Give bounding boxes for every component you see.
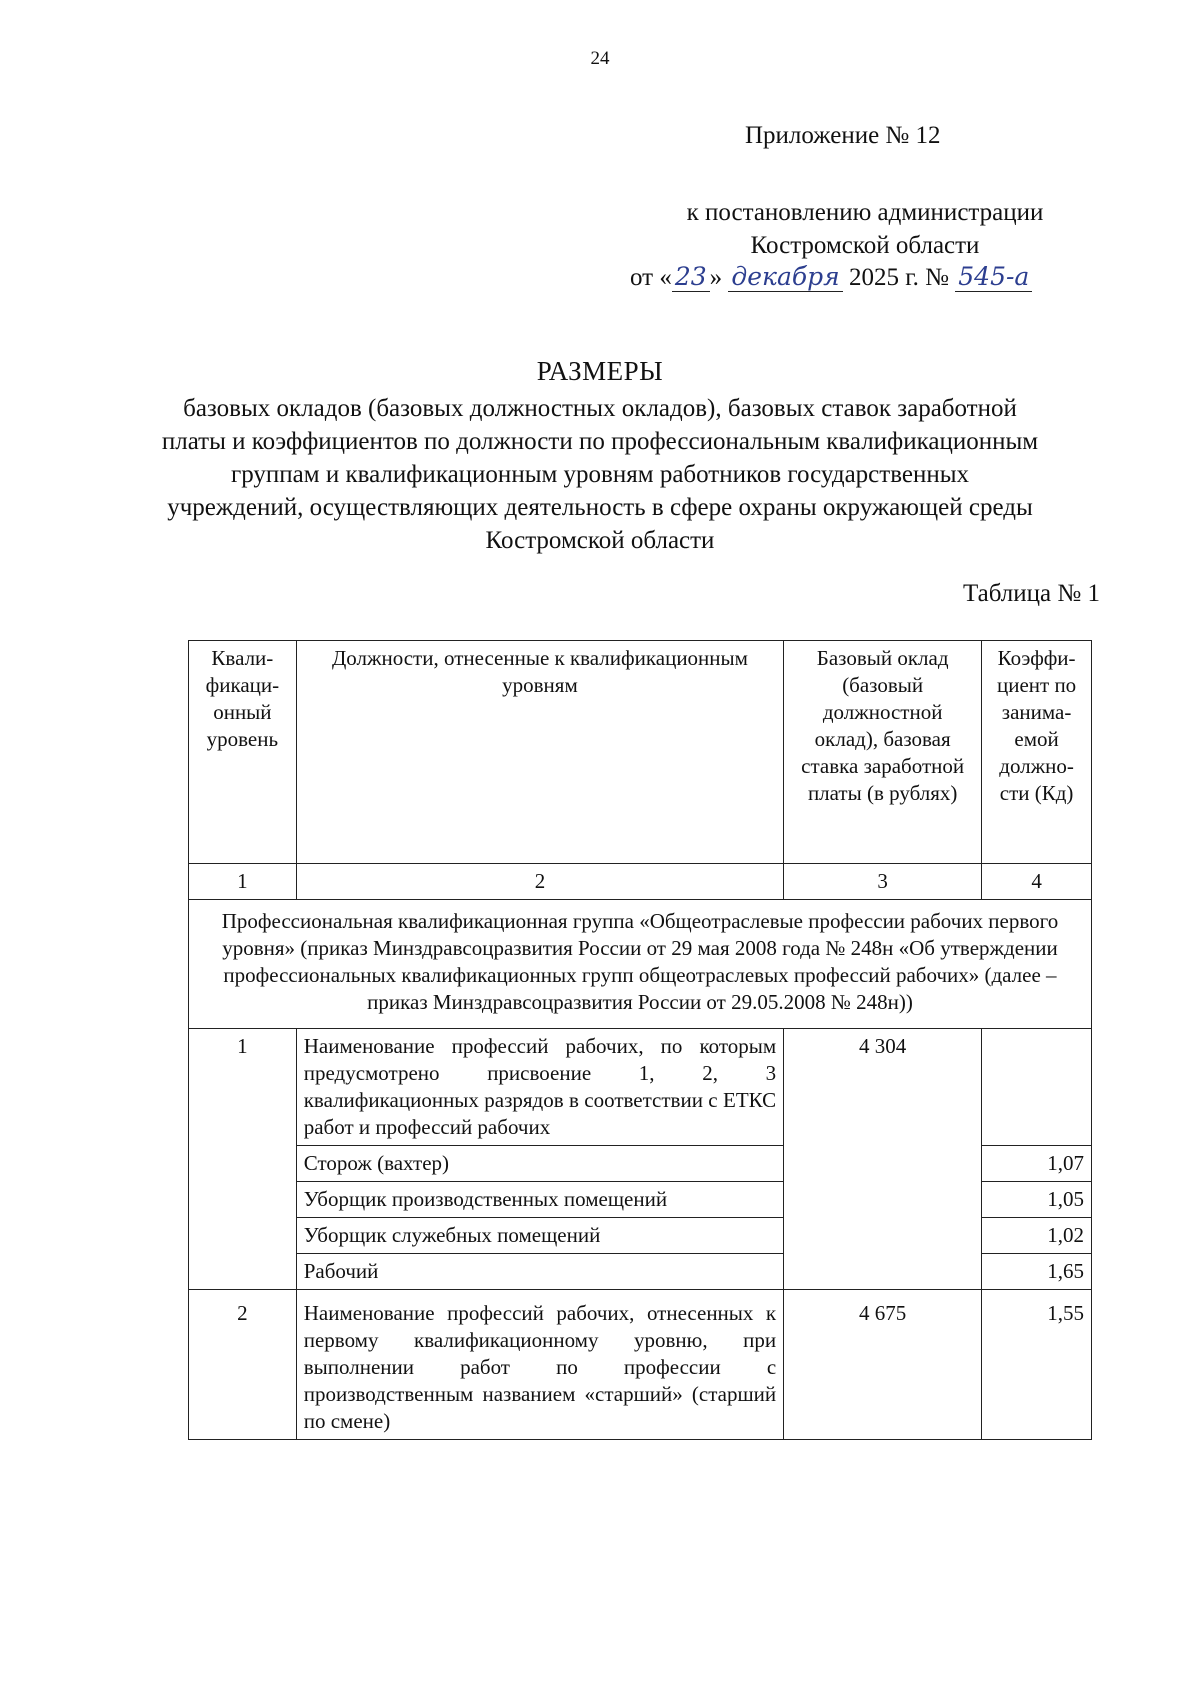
level-1-coef-4: 1,65 (982, 1254, 1092, 1290)
column-number-4: 4 (982, 864, 1092, 900)
level-2-cell: 2 (189, 1290, 297, 1440)
group-row (189, 900, 1092, 1029)
table-header-row (189, 641, 1092, 864)
decree-line-2: Костромской области (750, 232, 980, 259)
level-2-salary: 4 675 (784, 1290, 982, 1440)
document-title: РАЗМЕРЫ (536, 356, 664, 386)
level-1-position-1: Сторож (вахтер) (296, 1146, 783, 1182)
level-1-position-4: Рабочий (296, 1254, 783, 1290)
document-subtitle: базовых окладов (базовых должностных окладов), базовых ставок заработной платы и коэффициентов по должности по профессиональным квалификационным группам и квалификационным уровням работников государственных учреждений, осуществляющих деятельность в сфере охраны окружающей среды Костромской области (161, 395, 1039, 554)
decree-line-1: к постановлению администрации (686, 199, 1044, 226)
level-2-coef: 1,55 (982, 1290, 1092, 1440)
level-1-coef-0 (982, 1029, 1092, 1146)
level-1-coef-3: 1,02 (982, 1218, 1092, 1254)
date-day-handwritten: 23 (672, 262, 710, 292)
level-1-position-3: Уборщик служебных помещений (296, 1218, 783, 1254)
salary-table (188, 640, 1092, 1440)
header-level: Квали-фикаци-онный уровень (189, 641, 297, 864)
column-number-3: 3 (784, 864, 982, 900)
table-row (189, 1290, 1092, 1440)
page-number: 24 (590, 48, 610, 69)
level-1-position-0: Наименование профессий рабочих, по которым предусмотрено присвоение 1, 2, 3 квалификационных разрядов в соответствии с ЕТКС работ и профессий рабочих (296, 1029, 783, 1146)
column-number-row (189, 864, 1092, 900)
group-title: Профессиональная квалификационная группа «Общеотраслевые профессии рабочих первого уровня» (приказ Минздравсоцразвития России от 29 мая 2008 года № 248н «Об утверждении профессиональных квалификационных групп общеотраслевых профессий рабочих» (далее – приказ Минздравсоцразвития России от 29.05.2008 № 248н)) (189, 900, 1092, 1029)
header-base-salary: Базовый оклад (базовый должностной оклад), базовая ставка заработной платы (в рублях) (784, 641, 982, 864)
column-number-2: 2 (296, 864, 783, 900)
header-coefficient: Коэффи-циент по занима-емой должно-сти (Кд) (982, 641, 1092, 864)
level-1-position-2: Уборщик производственных помещений (296, 1182, 783, 1218)
level-1-salary: 4 304 (784, 1029, 982, 1290)
date-quote-close: » (709, 264, 723, 291)
table-label: Таблица № 1 (962, 580, 1100, 607)
level-1-cell: 1 (189, 1029, 297, 1290)
level-1-coef-2: 1,05 (982, 1182, 1092, 1218)
date-month-handwritten: декабря (728, 262, 842, 292)
date-year: 2025 г. № (848, 264, 950, 291)
decree-date-line (630, 262, 1032, 292)
header-positions: Должности, отнесенные к квалификационным уровням (296, 641, 783, 864)
level-1-coef-1: 1,07 (982, 1146, 1092, 1182)
level-2-position: Наименование профессий рабочих, отнесенных к первому квалификационному уровню, при выполнении работ по профессии с производственным названием «старший» (старший по смене) (296, 1290, 783, 1440)
appendix-label: Приложение № 12 (745, 122, 941, 149)
decree-reference (630, 196, 1100, 262)
date-prefix: от « (630, 264, 672, 291)
decree-number-handwritten: 545-а (955, 262, 1032, 292)
column-number-1: 1 (189, 864, 297, 900)
table-row (189, 1029, 1092, 1146)
